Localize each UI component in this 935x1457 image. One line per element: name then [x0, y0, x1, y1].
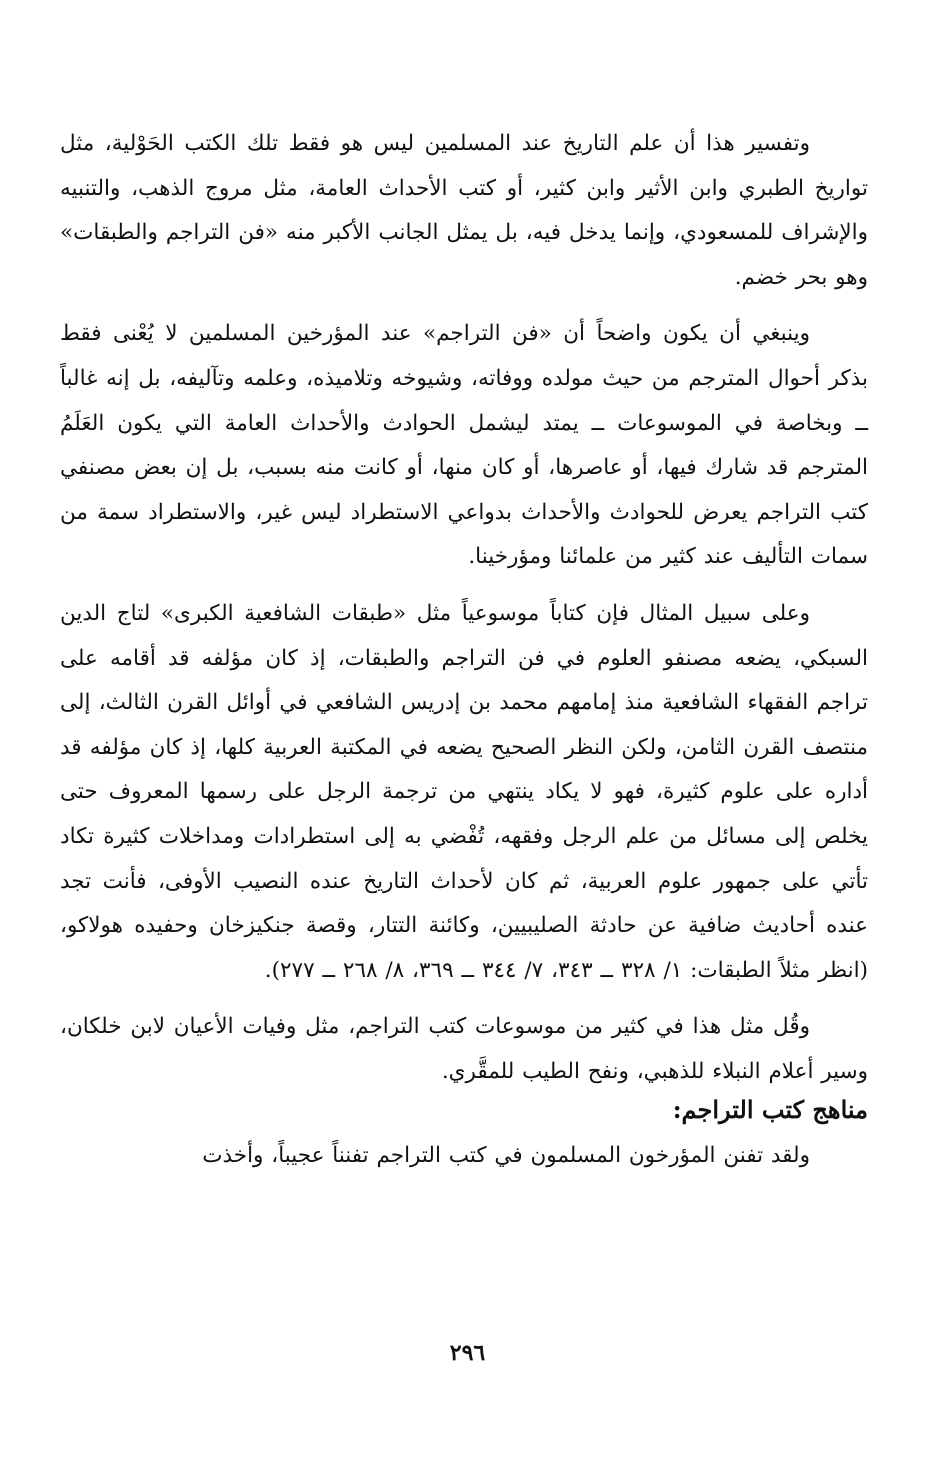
page-body: [60, 122, 868, 1191]
paragraph-3: وعلى سبيل المثال فإن كتاباً موسوعياً مثل «طبقات الشافعية الكبرى» لتاج الدين السبكي، يضعه مصنفو العلوم في فن التراجم والطبقات، إذ كان مؤلفه قد أقامه على تراجم الفقهاء الشافعية منذ إمامهم محمد بن إدريس الشافعي في أوائل القرن الثالث، إلى منتصف القرن الثامن، ولكن النظر الصحيح يضعه في المكتبة العربية كلها، إذ كان مؤلفه قد أداره على علوم كثيرة، فهو لا يكاد ينتهي من ترجمة الرجل على رسمها المعروف حتى يخلص إلى مسائل من علم الرجل وفقهه، تُفْضي به إلى استطرادات ومداخلات كثيرة تكاد تأتي على جمهور علوم العربية، ثم كان لأحداث التاريخ عنده النصيب الأوفى، فأنت تجد عنده أحاديث ضافية عن حادثة الصليبيين، وكائنة التتار، وقصة جنكيزخان وحفيده هولاكو، (انظر مثلاً الطبقات: ١/ ٣٢٨ ــ ٣٤٣، ٧/ ٣٤٤ ــ ٣٦٩، ٨/ ٢٦٨ ــ ٢٧٧).: [60, 600, 868, 983]
paragraph-2: وينبغي أن يكون واضحاً أن «فن التراجم» عند المؤرخين المسلمين لا يُعْنى فقط بذكر أحوال المترجم من حيث مولده ووفاته، وشيوخه وتلاميذه، وعلمه وتآليفه، بل إنه غالباً ــ وبخاصة في الموسوعات ــ يمتد ليشمل الحوادث والأحداث العامة التي يكون العَلَمُ المترجم قد شارك فيها، أو عاصرها، أو كان منها، أو كانت منه بسبب، بل إن بعض مصنفي كتب التراجم يعرض للحوادث والأحداث بدواعي الاستطراد ليس غير، والاستطراد سمة من سمات التأليف عند كثير من علمائنا ومؤرخينا.: [60, 321, 868, 570]
section-heading: مناهج كتب التراجم:: [672, 1095, 868, 1125]
paragraph-5: ولقد تفنن المؤرخون المسلمون في كتب التراجم تفنناً عجيباً، وأخذت: [202, 1143, 810, 1169]
paragraph-1: وتفسير هذا أن علم التاريخ عند المسلمين ليس هو فقط تلك الكتب الحَوْلية، مثل تواريخ الطبري وابن الأثير وابن كثير، أو كتب الأحداث العامة، مثل مروج الذهب، والتنبيه والإشراف للمسعودي، وإنما يدخل فيه، بل يمثل الجانب الأكبر منه «فن التراجم والطبقات» وهو بحر خضم.: [60, 131, 868, 290]
page-number: ٢٩٦: [449, 1340, 486, 1366]
paragraph-4: وقُل مثل هذا في كثير من موسوعات كتب التراجم، مثل وفيات الأعيان لابن خلكان، وسير أعلام النبلاء للذهبي، ونفح الطيب للمقَّري.: [60, 1014, 868, 1084]
